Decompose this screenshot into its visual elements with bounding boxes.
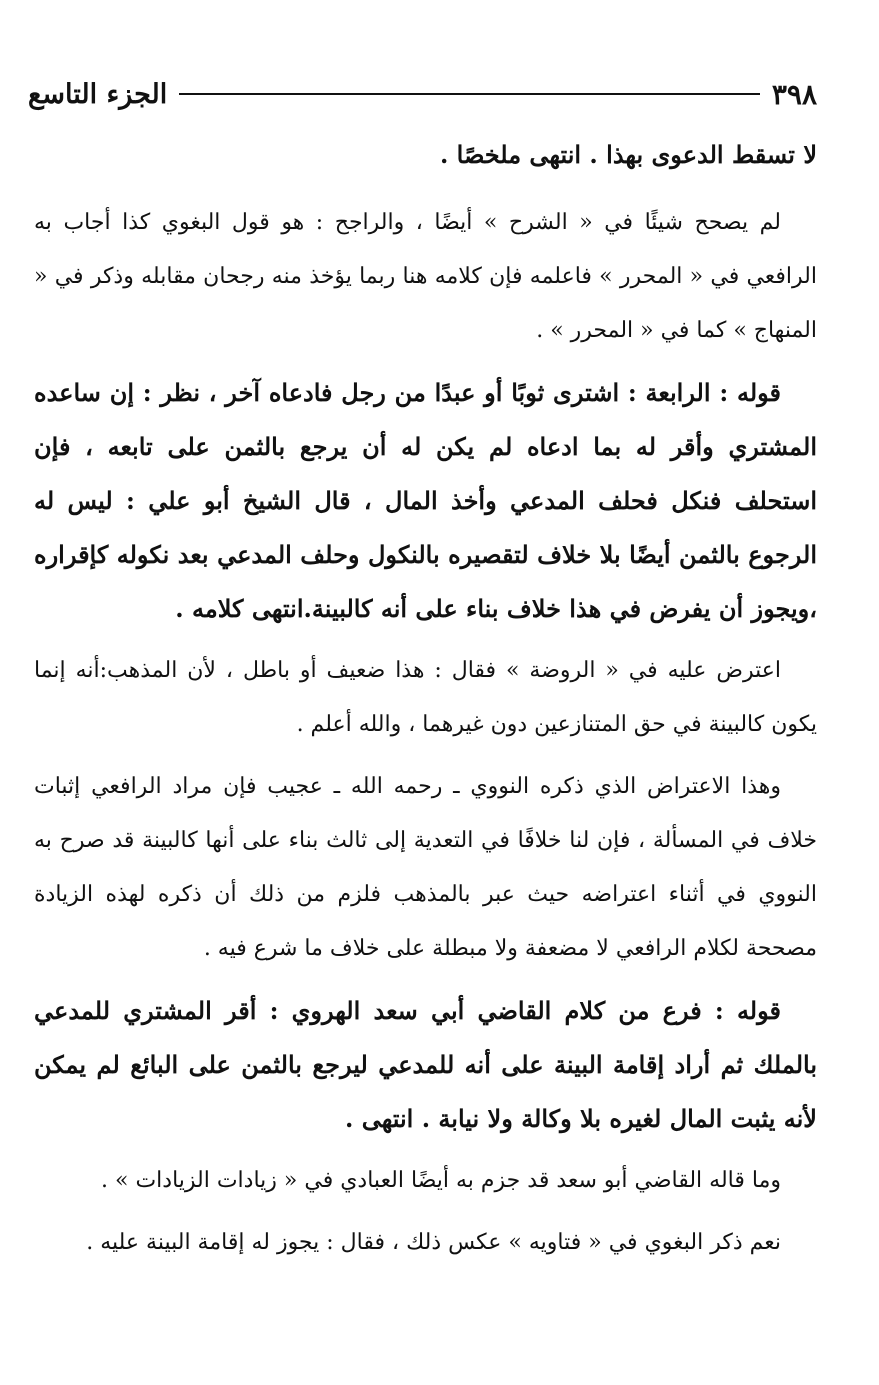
paragraph-quote-continuation: لا تسقط الدعوى بهذا . انتهى ملخصًا . [439,140,817,169]
running-title: الجزء التاسع [28,78,168,110]
page-body [34,128,817,1278]
paragraph-commentary: وما قاله القاضي أبو سعد قد جزم به أيضًا العبادي في « زيادات الزيادات » . [101,1168,781,1193]
paragraph-quote: قوله : الرابعة : اشترى ثوبًا أو عبدًا من رجل فادعاه آخر ، نظر : إن ساعده المشتري وأقر له بما ادعاه لم يكن له أن يرجع بالثمن على تابعه ، فإن استحلف فنكل فحلف المدعي وأخذ المال ، قال الشيخ أبو علي : ليس له الرجوع بالثمن أيضًا بلا خلاف لتقصيره بالنكول وحلف المدعي بعد نكوله كإقراره ،ويجوز أن يفرض في هذا خلاف بناء على أنه كالبينة.انتهى كلامه . [34,378,817,623]
header-rule [179,93,760,95]
paragraph-quote: قوله : فرع من كلام القاضي أبي سعد الهروي : أقر المشتري للمدعي بالملك ثم أراد إقامة البينة على أنه للمدعي ليرجع بالثمن على البائع لم يمكن لأنه يثبت المال لغيره بلا وكالة ولا نيابة . انتهى . [34,996,817,1133]
paragraph-commentary: نعم ذكر البغوي في « فتاويه » عكس ذلك ، فقال : يجوز له إقامة البينة عليه . [86,1230,781,1255]
paragraph-commentary: اعترض عليه في « الروضة » فقال : هذا ضعيف أو باطل ، لأن المذهب:أنه إنما يكون كالبينة في حق المتنازعين دون غيرهما ، والله أعلم . [34,658,817,737]
page-number: ٣٩٨ [771,77,817,111]
paragraph-commentary: وهذا الاعتراض الذي ذكره النووي ـ رحمه الله ـ عجيب فإن مراد الرافعي إثبات خلاف في المسألة ، فإن لنا خلافًا في التعدية إلى ثالث بناء على أنها كالبينة قد صرح به النووي في أثناء اعتراضه حيث عبر بالمذهب فلزم من ذلك أن ذكره لهذه الزيادة مصححة لكلام الرافعي لا مضعفة ولا مبطلة على خلاف ما شرع فيه . [34,774,817,961]
paragraph-commentary: لم يصحح شيئًا في « الشرح » أيضًا ، والراجح : هو قول البغوي كذا أجاب به الرافعي في « المحرر » فاعلمه فإن كلامه هنا ربما يؤخذ منه رجحان مقابله وذكر في « المنهاج » كما في « المحرر » . [34,210,817,343]
page-header [28,72,817,116]
